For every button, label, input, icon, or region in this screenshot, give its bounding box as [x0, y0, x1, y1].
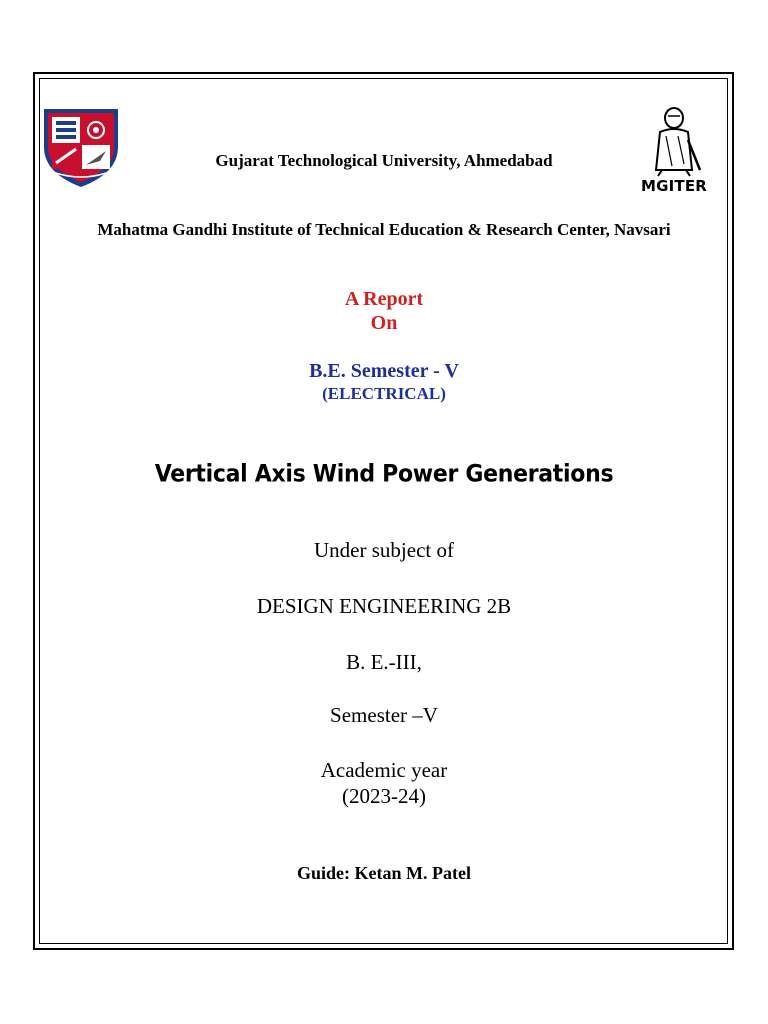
page-border-inner [39, 78, 728, 944]
mgiter-logo-text: MGITER [640, 177, 708, 195]
institute-name: Mahatma Gandhi Institute of Technical Education & Research Center, Navsari [97, 220, 671, 239]
subject-intro: Under subject of [314, 538, 454, 562]
department-label: (ELECTRICAL) [322, 384, 446, 403]
semester-label: Semester –V [330, 703, 438, 727]
university-name: Gujarat Technological University, Ahmedabad [215, 151, 553, 170]
academic-year-label: Academic year [320, 758, 448, 782]
project-title: Vertical Axis Wind Power Generations [154, 461, 614, 488]
academic-year-value: (2023-24) [342, 784, 426, 808]
guide-name: Guide: Ketan M. Patel [297, 863, 471, 883]
academic-year-block [0, 757, 768, 809]
semester-heading: B.E. Semester - V [309, 360, 459, 382]
report-line-2: On [370, 312, 398, 334]
year-label: B. E.-III, [346, 650, 422, 674]
report-line-1: A Report [344, 288, 424, 310]
report-heading [0, 287, 768, 335]
gtu-shield-logo-icon [38, 103, 124, 189]
subject-name: DESIGN ENGINEERING 2B [256, 594, 512, 618]
